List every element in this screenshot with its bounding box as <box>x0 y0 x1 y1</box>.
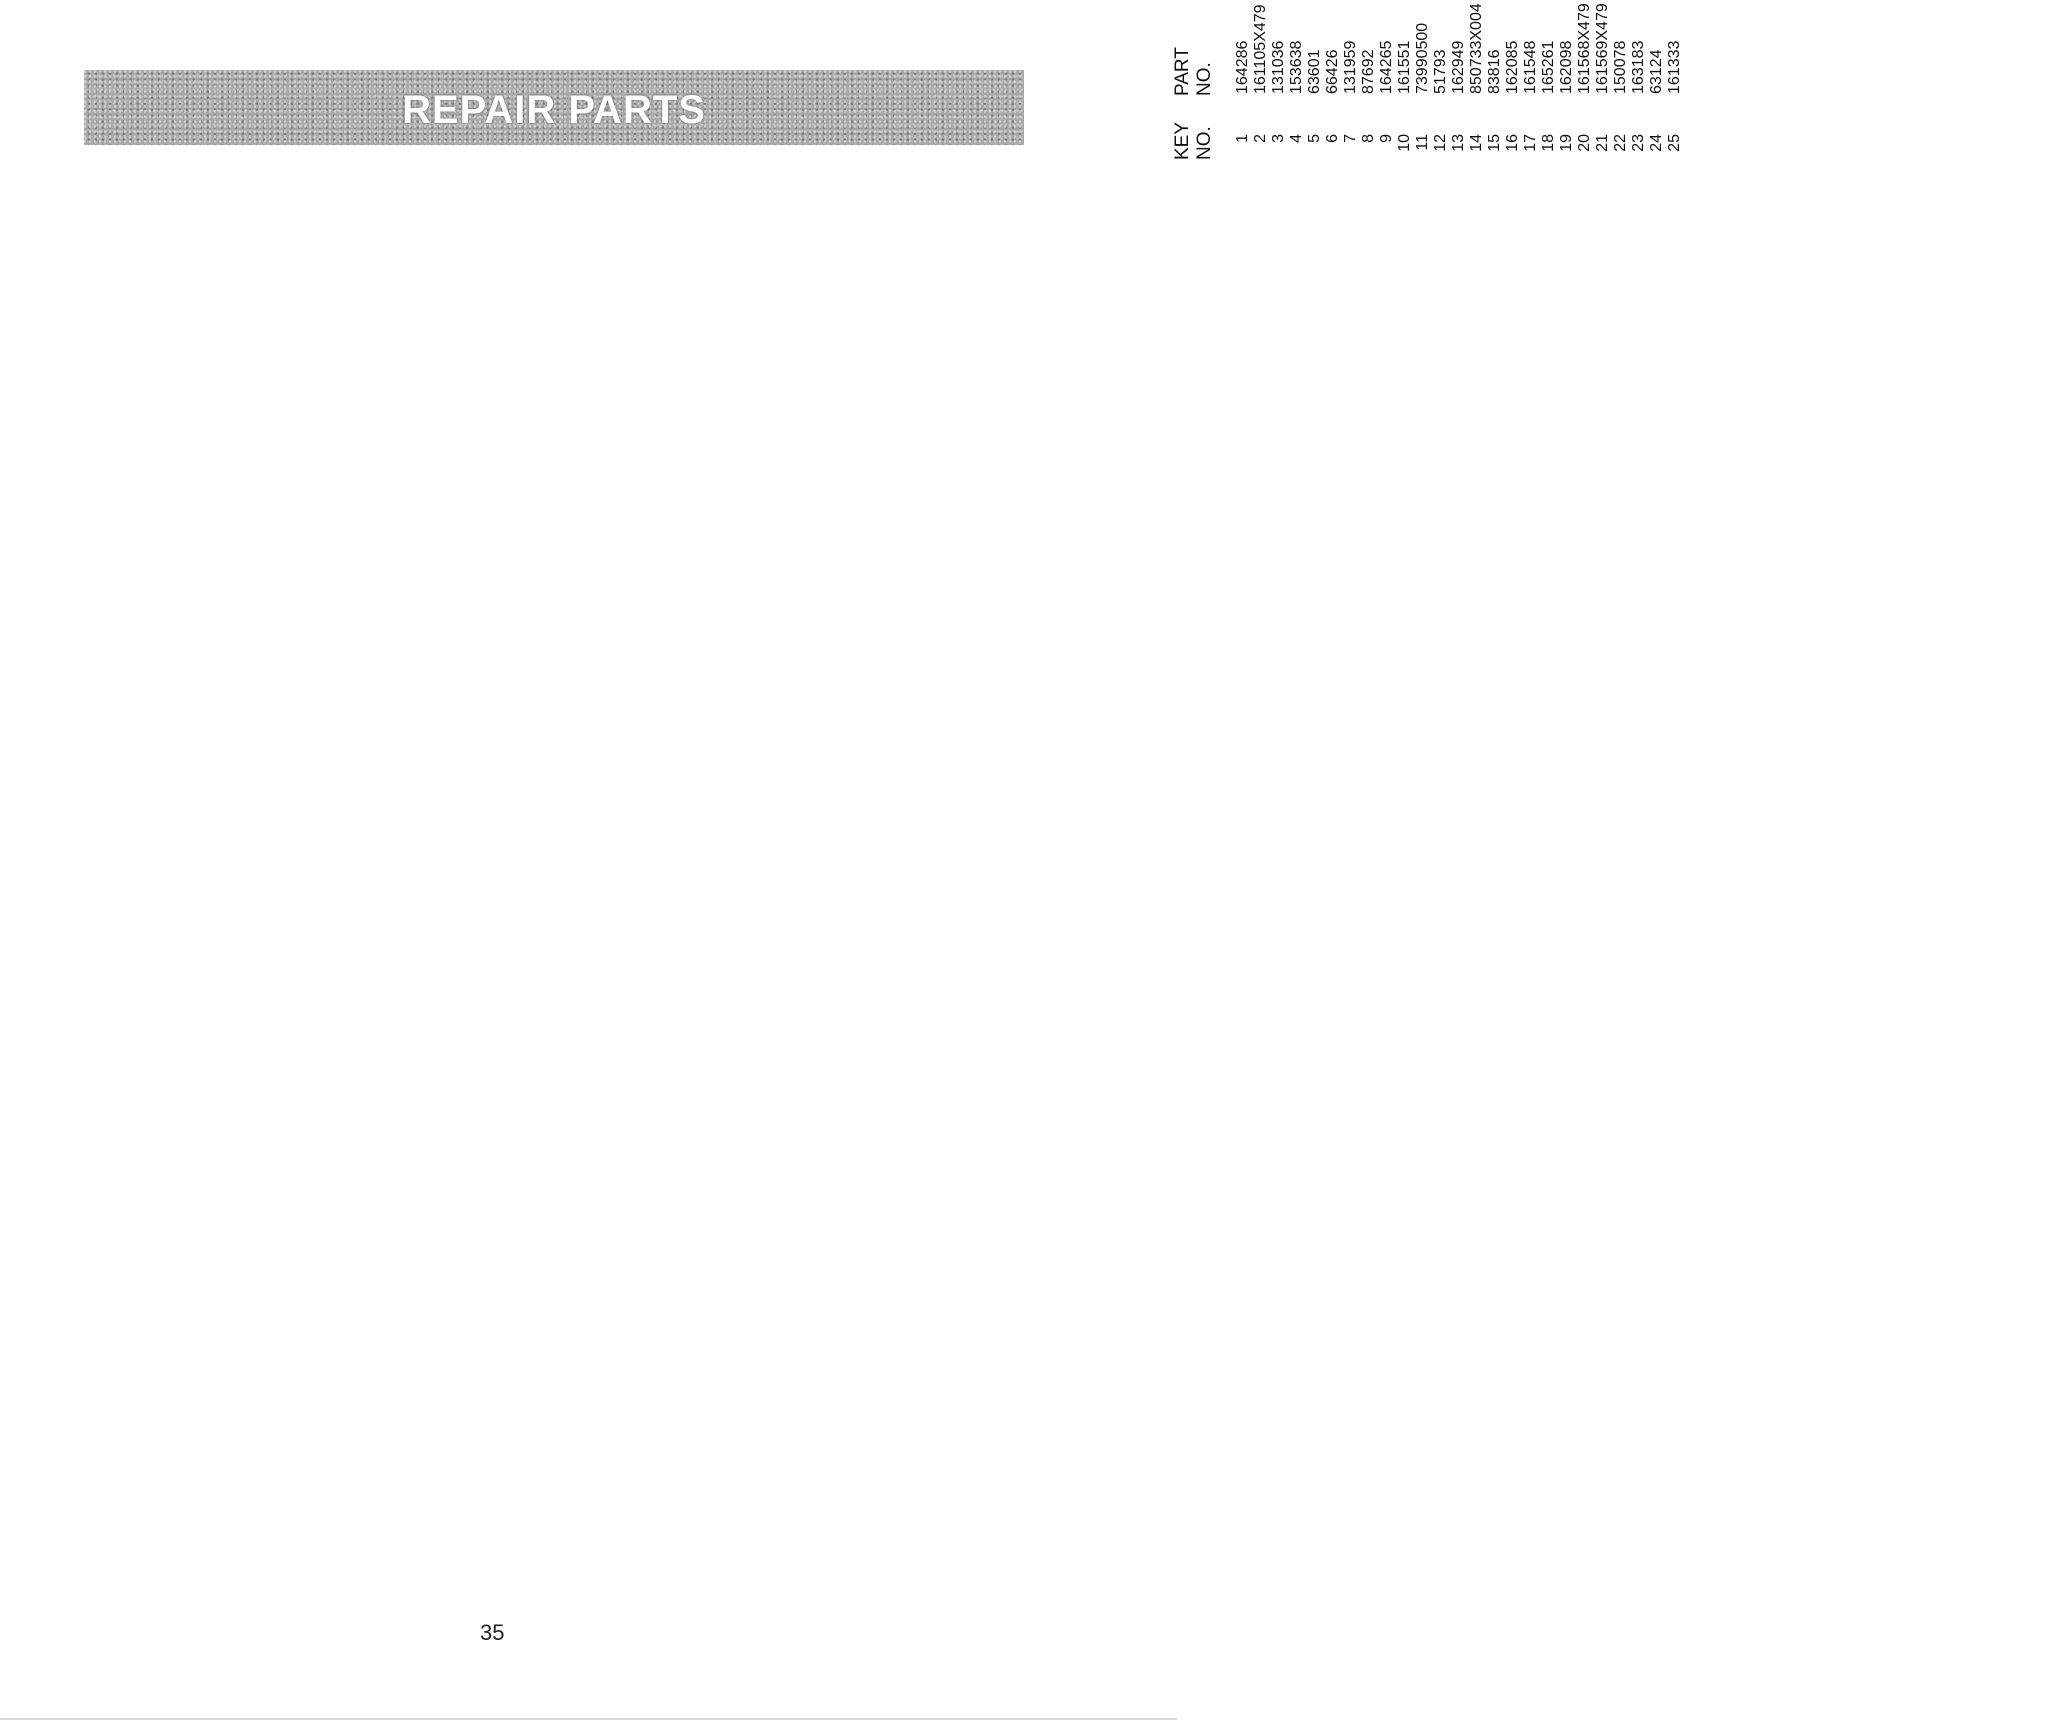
header-part-no-left: PART NO. <box>1172 47 1215 96</box>
key-no: 21 <box>1594 134 1611 152</box>
key-no: 7 <box>1342 134 1359 143</box>
key-no: 10 <box>1396 134 1413 152</box>
part-no: 162098 <box>1558 40 1575 94</box>
banner-title: REPAIR PARTS <box>402 88 706 132</box>
key-no: 4 <box>1288 134 1305 143</box>
part-no: 161569X479 <box>1594 3 1611 94</box>
key-no: 25 <box>1666 134 1683 152</box>
document-title <box>1076 0 1108 160</box>
key-no: 12 <box>1432 134 1449 152</box>
key-no: 13 <box>1450 134 1467 152</box>
key-no: 9 <box>1378 134 1395 143</box>
key-no: 22 <box>1612 134 1629 152</box>
key-no: 16 <box>1504 134 1521 152</box>
part-no: 850733X004 <box>1468 3 1485 94</box>
key-no: 19 <box>1558 134 1575 152</box>
key-no: 5 <box>1306 134 1323 143</box>
key-no: 18 <box>1540 134 1557 152</box>
part-no: 87692 <box>1360 49 1377 94</box>
part-no: 164265 <box>1378 40 1395 94</box>
page-number: 35 <box>480 1620 505 1645</box>
part-no: 153638 <box>1288 40 1305 94</box>
key-no: 17 <box>1522 134 1539 152</box>
part-no: 83816 <box>1486 49 1503 94</box>
part-no: 162949 <box>1450 40 1467 94</box>
key-no: 1 <box>1234 134 1251 143</box>
key-no: 15 <box>1486 134 1503 152</box>
part-no: 162085 <box>1504 40 1521 94</box>
part-no: 161548 <box>1522 40 1539 94</box>
part-no: 131959 <box>1342 40 1359 94</box>
part-no: 161333 <box>1666 40 1683 94</box>
key-no: 24 <box>1648 134 1665 152</box>
part-no: 164286 <box>1234 40 1251 94</box>
key-no: 8 <box>1360 134 1377 143</box>
part-no: 66426 <box>1324 49 1341 94</box>
key-no: 11 <box>1414 134 1431 151</box>
part-no: 131036 <box>1270 40 1287 94</box>
part-no: 161551 <box>1396 40 1413 94</box>
key-no: 14 <box>1468 134 1485 152</box>
key-no: 6 <box>1324 134 1341 143</box>
part-no: 165261 <box>1540 40 1557 94</box>
part-no: 51793 <box>1432 49 1449 94</box>
bottom-divider <box>0 1718 1177 1720</box>
key-no: 3 <box>1270 134 1287 143</box>
part-no: 163183 <box>1630 40 1647 94</box>
part-no: 161105X479 <box>1252 4 1269 94</box>
part-no: 73990500 <box>1414 22 1431 94</box>
key-no: 23 <box>1630 134 1647 152</box>
header-key-no-left: KEY NO. <box>1172 121 1215 160</box>
key-no: 20 <box>1576 134 1593 152</box>
rotated-parts-list <box>1064 0 2049 160</box>
part-no: 63601 <box>1306 49 1323 94</box>
key-no: 2 <box>1252 134 1269 143</box>
part-no: 63124 <box>1648 49 1665 94</box>
repair-parts-banner <box>84 70 1024 145</box>
part-no: 150078 <box>1612 40 1629 94</box>
part-no: 161568X479 <box>1576 3 1593 94</box>
